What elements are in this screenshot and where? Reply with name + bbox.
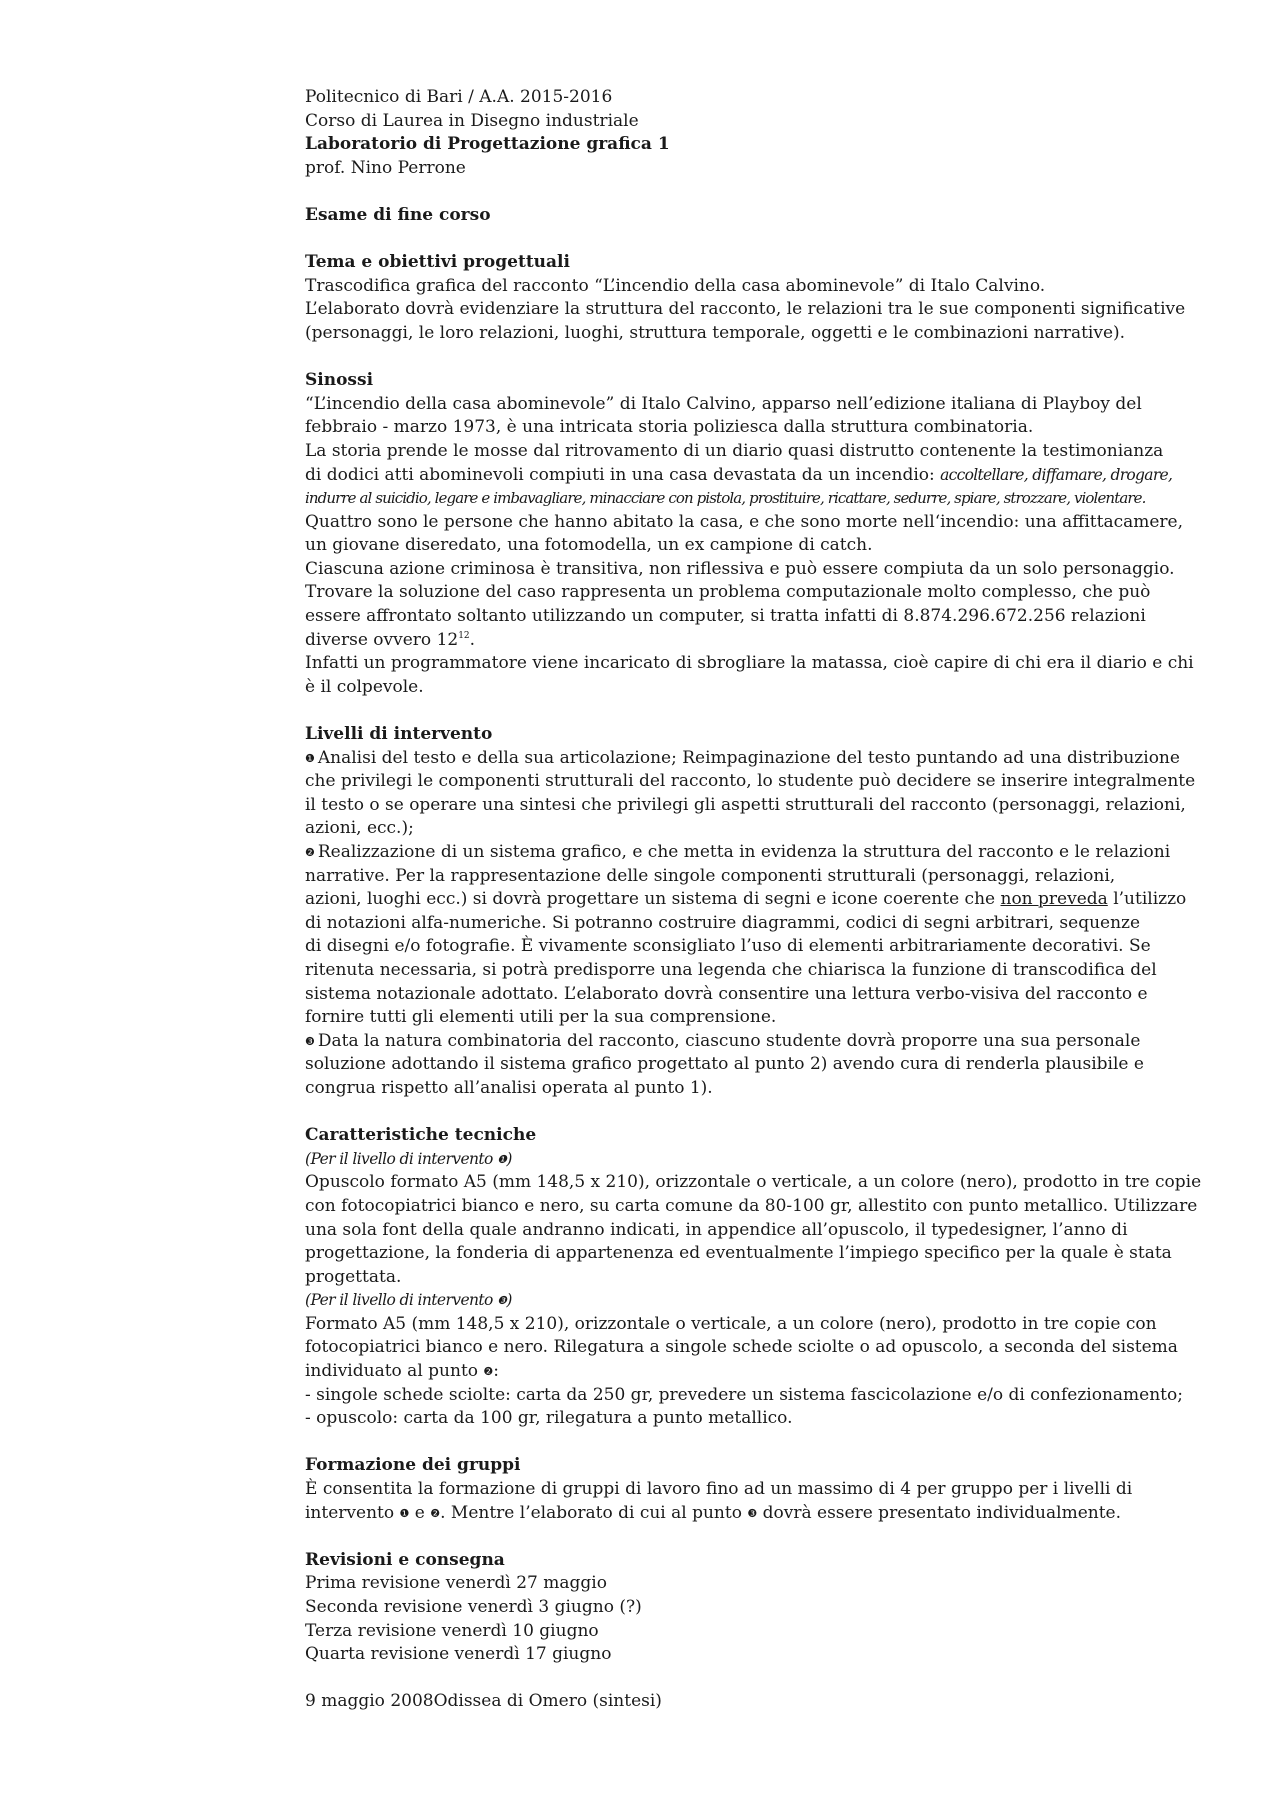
paragraph-line <box>305 629 1225 653</box>
circled-number-2-icon: ❷ <box>305 846 315 859</box>
text-run: e <box>409 1502 431 1523</box>
section-heading: Caratteristiche tecniche <box>305 1125 537 1146</box>
list-item: Quarta revisione venerdì 17 giugno <box>305 1644 612 1665</box>
paragraph-line: (personaggi, le loro relazioni, luoghi, struttura temporale, oggetti e le combinazioni narrative). <box>305 322 1126 343</box>
paragraph-line: progettazione, la fonderia di appartenenza ed eventualmente l’impiego specifico per la quale è stata <box>305 1243 1172 1264</box>
circled-number-3-icon: ❸ <box>305 1034 315 1048</box>
level-note <box>305 1289 1225 1313</box>
text-run: dovrà essere presentato individualmente. <box>757 1502 1121 1523</box>
paragraph-line <box>305 747 1225 771</box>
crime-list-italic: indurre al suicidio, legare e imbavagliare, minacciare con pistola, prostituire, ricattare, sedurre, spiare, strozzare, violentare. <box>305 489 1146 508</box>
section-heading: Tema e obiettivi progettuali <box>305 252 570 273</box>
paragraph-line: di disegni e/o fotografie. È vivamente sconsigliato l’uso di elementi arbitrariamente decorativi. Se <box>305 936 1151 957</box>
circled-number-3-icon: ❸ <box>747 1506 758 1520</box>
text-run: diverse ovvero 12 <box>305 629 459 650</box>
exponent: 12 <box>458 630 470 641</box>
paragraph-line <box>305 464 1225 488</box>
paragraph-line: progettata. <box>305 1266 402 1287</box>
text-run: ) <box>506 1149 512 1168</box>
paragraph-line: con fotocopiatrici bianco e nero, su carta comune da 80-100 gr, allestito con punto metallico. Utilizzare <box>305 1195 1198 1216</box>
paragraph-line: il testo o se operare una sintesi che privilegi gli aspetti strutturali del racconto (personaggi, relazioni, <box>305 794 1186 815</box>
paragraph-line: congrua rispetto all’analisi operata al punto 1). <box>305 1077 713 1098</box>
paragraph-line: febbraio - marzo 1973, è una intricata storia poliziesca dalla struttura combinatoria. <box>305 417 1034 438</box>
paragraph-line: Ciascuna azione criminosa è transitiva, non riflessiva e può essere compiuta da un solo personaggio. <box>305 558 1175 579</box>
circled-number-2-icon: ❷ <box>483 1365 494 1379</box>
paragraph-line: Quattro sono le persone che hanno abitato la casa, e che sono morte nell‘incendio: una affittacamere, <box>305 511 1184 532</box>
circled-number-3-icon: ❸ <box>497 1294 507 1308</box>
paragraph-line: fornire tutti gli elementi utili per la sua comprensione. <box>305 1007 777 1028</box>
circled-number-1-icon: ❶ <box>399 1506 410 1520</box>
header-line-lab: Laboratorio di Progettazione grafica 1 <box>305 134 670 155</box>
text-run: Analisi del testo e della sua articolazione; Reimpaginazione del testo puntando ad una distribuzione <box>317 747 1180 768</box>
exam-title: Esame di fine corso <box>305 204 491 225</box>
list-item: Seconda revisione venerdì 3 giugno (?) <box>305 1597 642 1617</box>
text-run: Realizzazione di un sistema grafico, e che metta in evidenza la struttura del racconto e le relazioni <box>317 842 1171 862</box>
text-run: azioni, luoghi ecc.) si dovrà progettare un sistema di segni e icone coerente che <box>305 889 1001 910</box>
paragraph-line: un giovane diseredato, una fotomodella, un ex campione di catch. <box>305 535 873 556</box>
text-run: : <box>493 1361 500 1382</box>
paragraph-line: Opuscolo formato A5 (mm 148,5 x 210), orizzontale o verticale, a un colore (nero), prodotto in tre copie <box>305 1172 1202 1193</box>
paragraph-line: ritenuta necessaria, si potrà predisporre una legenda che chiarisca la funzione di transcodifica del <box>305 959 1157 980</box>
paragraph-line: fotocopiatrici bianco e nero. Rilegatura a singole schede sciolte o ad opuscolo, a seconda del sistema <box>305 1337 1178 1358</box>
text-run: l’utilizzo <box>1107 889 1187 910</box>
paragraph-line: La storia prende le mosse dal ritrovamento di un diario quasi distrutto contenente la testimonianza <box>305 440 1164 461</box>
paragraph-line: soluzione adottando il sistema grafico progettato al punto 2) avendo cura di renderla plausibile e <box>305 1054 1144 1075</box>
circled-number-2-icon: ❷ <box>430 1506 441 1520</box>
paragraph-line: Trascodifica grafica del racconto “L’incendio della casa abominevole” di Italo Calvino. <box>305 275 1046 296</box>
section-heading: Livelli di intervento <box>305 724 493 745</box>
paragraph-line: L’elaborato dovrà evidenziare la struttura del racconto, le relazioni tra le sue componenti significative <box>305 299 1186 320</box>
paragraph-line: È consentita la formazione di gruppi di lavoro fino ad un massimo di 4 per gruppo per i livelli di <box>305 1479 1133 1500</box>
section-gruppi <box>305 1454 1225 1525</box>
paragraph-line <box>305 1030 1225 1054</box>
paragraph-line <box>305 1360 1225 1384</box>
paragraph-line: - opuscolo: carta da 100 gr, rilegatura a punto metallico. <box>305 1408 793 1429</box>
text-run: di dodici atti abominevoli compiuti in una casa devastata da un incendio: <box>305 464 941 485</box>
text-run: . Mentre l’elaborato di cui al punto <box>440 1502 748 1523</box>
section-tema <box>305 251 1225 345</box>
text-run: intervento <box>305 1502 400 1523</box>
paragraph-line: che privilegi le componenti strutturali del racconto, lo studente può decidere se inserire integralmente <box>305 771 1196 792</box>
paragraph-line: sistema notazionale adottato. L’elaborato dovrà consentire una lettura verbo-visiva del racconto e <box>305 983 1148 1004</box>
section-livelli <box>305 723 1225 1101</box>
paragraph-line: - singole schede sciolte: carta da 250 gr, prevedere un sistema fascicolazione e/o di confezionamento; <box>305 1384 1183 1405</box>
paragraph-line: di notazioni alfa-numeriche. Si potranno costruire diagrammi, codici di segni arbitrari, sequenze <box>305 912 1141 933</box>
paragraph-line <box>305 841 1225 865</box>
paragraph-line: una sola font della quale andranno indicati, in appendice all’opuscolo, il typedesigner, l’anno di <box>305 1219 1128 1240</box>
section-heading: Sinossi <box>305 370 374 391</box>
section-heading: Formazione dei gruppi <box>305 1455 521 1476</box>
underlined-text: non preveda <box>1000 889 1108 910</box>
header-line-professor: prof. Nino Perrone <box>305 157 466 178</box>
text-run: Data la natura combinatoria del racconto, ciascuno studente dovrà proporre una sua personale <box>317 1030 1141 1051</box>
paragraph-line: è il colpevole. <box>305 676 424 697</box>
document-page <box>305 86 1225 1714</box>
document-footer: 9 maggio 2008Odissea di Omero (sintesi) <box>305 1691 662 1712</box>
paragraph-line <box>305 1502 1225 1526</box>
header-line-course: Corso di Laurea in Disegno industriale <box>305 110 639 131</box>
section-sinossi <box>305 369 1225 699</box>
text-run: individuato al punto <box>305 1361 484 1382</box>
section-heading: Revisioni e consegna <box>305 1549 505 1570</box>
crime-list-italic: accoltellare, diffamare, drogare, <box>940 465 1173 484</box>
level-note <box>305 1148 1225 1172</box>
paragraph-line: “L’incendio della casa abominevole” di Italo Calvino, apparso nell’edizione italiana di Playboy del <box>305 393 1142 414</box>
paragraph-line: narrative. Per la rappresentazione delle singole componenti strutturali (personaggi, relazioni, <box>305 865 1116 886</box>
header-line-university: Politecnico di Bari / A.A. 2015-2016 <box>305 87 613 107</box>
section-caratteristiche <box>305 1124 1225 1431</box>
list-item: Terza revisione venerdì 10 giugno <box>305 1620 599 1641</box>
paragraph-line: essere affrontato soltanto utilizzando un computer, si tratta infatti di 8.874.296.672.256 relazioni <box>305 606 1146 627</box>
circled-number-1-icon: ❶ <box>497 1152 507 1166</box>
text-run: . <box>469 629 476 650</box>
text-run: (Per il livello di intervento <box>305 1291 498 1310</box>
document-header <box>305 86 1225 180</box>
paragraph-line <box>305 888 1225 912</box>
paragraph-line: Infatti un programmatore viene incaricato di sbrogliare la matassa, cioè capire di chi era il diario e chi <box>305 653 1194 674</box>
paragraph-line: Trovare la soluzione del caso rappresenta un problema computazionale molto complesso, che può <box>305 582 1151 603</box>
list-item: Prima revisione venerdì 27 maggio <box>305 1573 607 1594</box>
section-revisioni <box>305 1549 1225 1667</box>
text-run: ) <box>506 1291 512 1310</box>
paragraph-line: Formato A5 (mm 148,5 x 210), orizzontale o verticale, a un colore (nero), prodotto in tre copie con <box>305 1313 1157 1334</box>
circled-number-1-icon: ❶ <box>305 751 315 765</box>
paragraph-line: azioni, ecc.); <box>305 818 414 839</box>
text-run: (Per il livello di intervento <box>305 1149 498 1168</box>
